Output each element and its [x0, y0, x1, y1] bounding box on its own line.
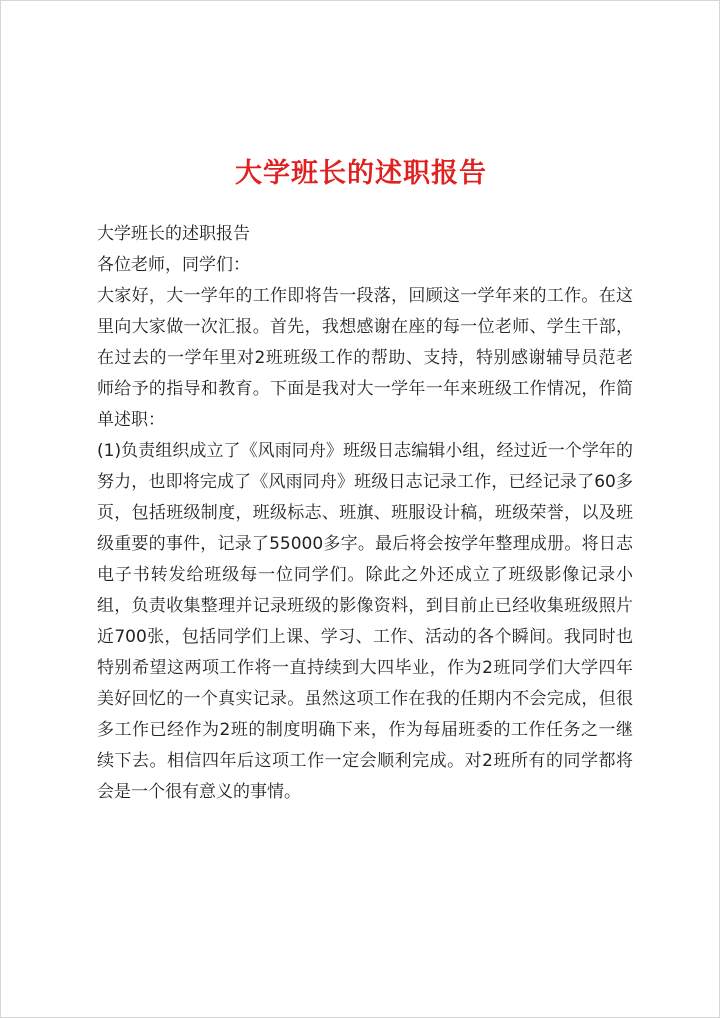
greeting-line: 各位老师，同学们： — [97, 255, 250, 275]
document-subtitle: 大学班长的述职报告 — [97, 224, 250, 244]
paragraph-intro: 大家好，大一学年的工作即将告一段落，回顾这一学年来的工作。在这里向大家做一次汇报。首先，我想感谢在座的每一位老师、学生干部，在过去的一学年里对2班班级工作的帮助、支持，特别感谢辅导员范老师给予的指导和教育。下面是我对大一学年一年来班级工作情况，作简单述职： — [97, 286, 633, 430]
document-title: 大学班长的述职报告 — [235, 158, 487, 189]
document-body — [97, 219, 633, 808]
paragraph-item-1: (1)负责组织成立了《风雨同舟》班级日志编辑小组，经过近一个学年的努力，也即将完成了《风雨同舟》班级日志记录工作，已经记录了60多页，包括班级制度，班级标志、班旗、班服设计稿，班级荣誉，以及班级重要的事件，记录了55000多字。最后将会按学年整理成册。将日志电子书转发给班级每一位同学们。除此之外还成立了班级影像记录小组，负责收集整理并记录班级的影像资料，到目前止已经收集班级照片近700张，包括同学们上课、学习、工作、活动的各个瞬间。我同时也特别希望这两项工作将一直持续到大四毕业，作为2班同学们大学四年美好回忆的一个真实记录。虽然这项工作在我的任期内不会完成，但很多工作已经作为2班的制度明确下来，作为每届班委的工作任务之一继续下去。相信四年后这项工作一定会顺利完成。对2班所有的同学都将会是一个很有意义的事情。 — [97, 441, 633, 802]
